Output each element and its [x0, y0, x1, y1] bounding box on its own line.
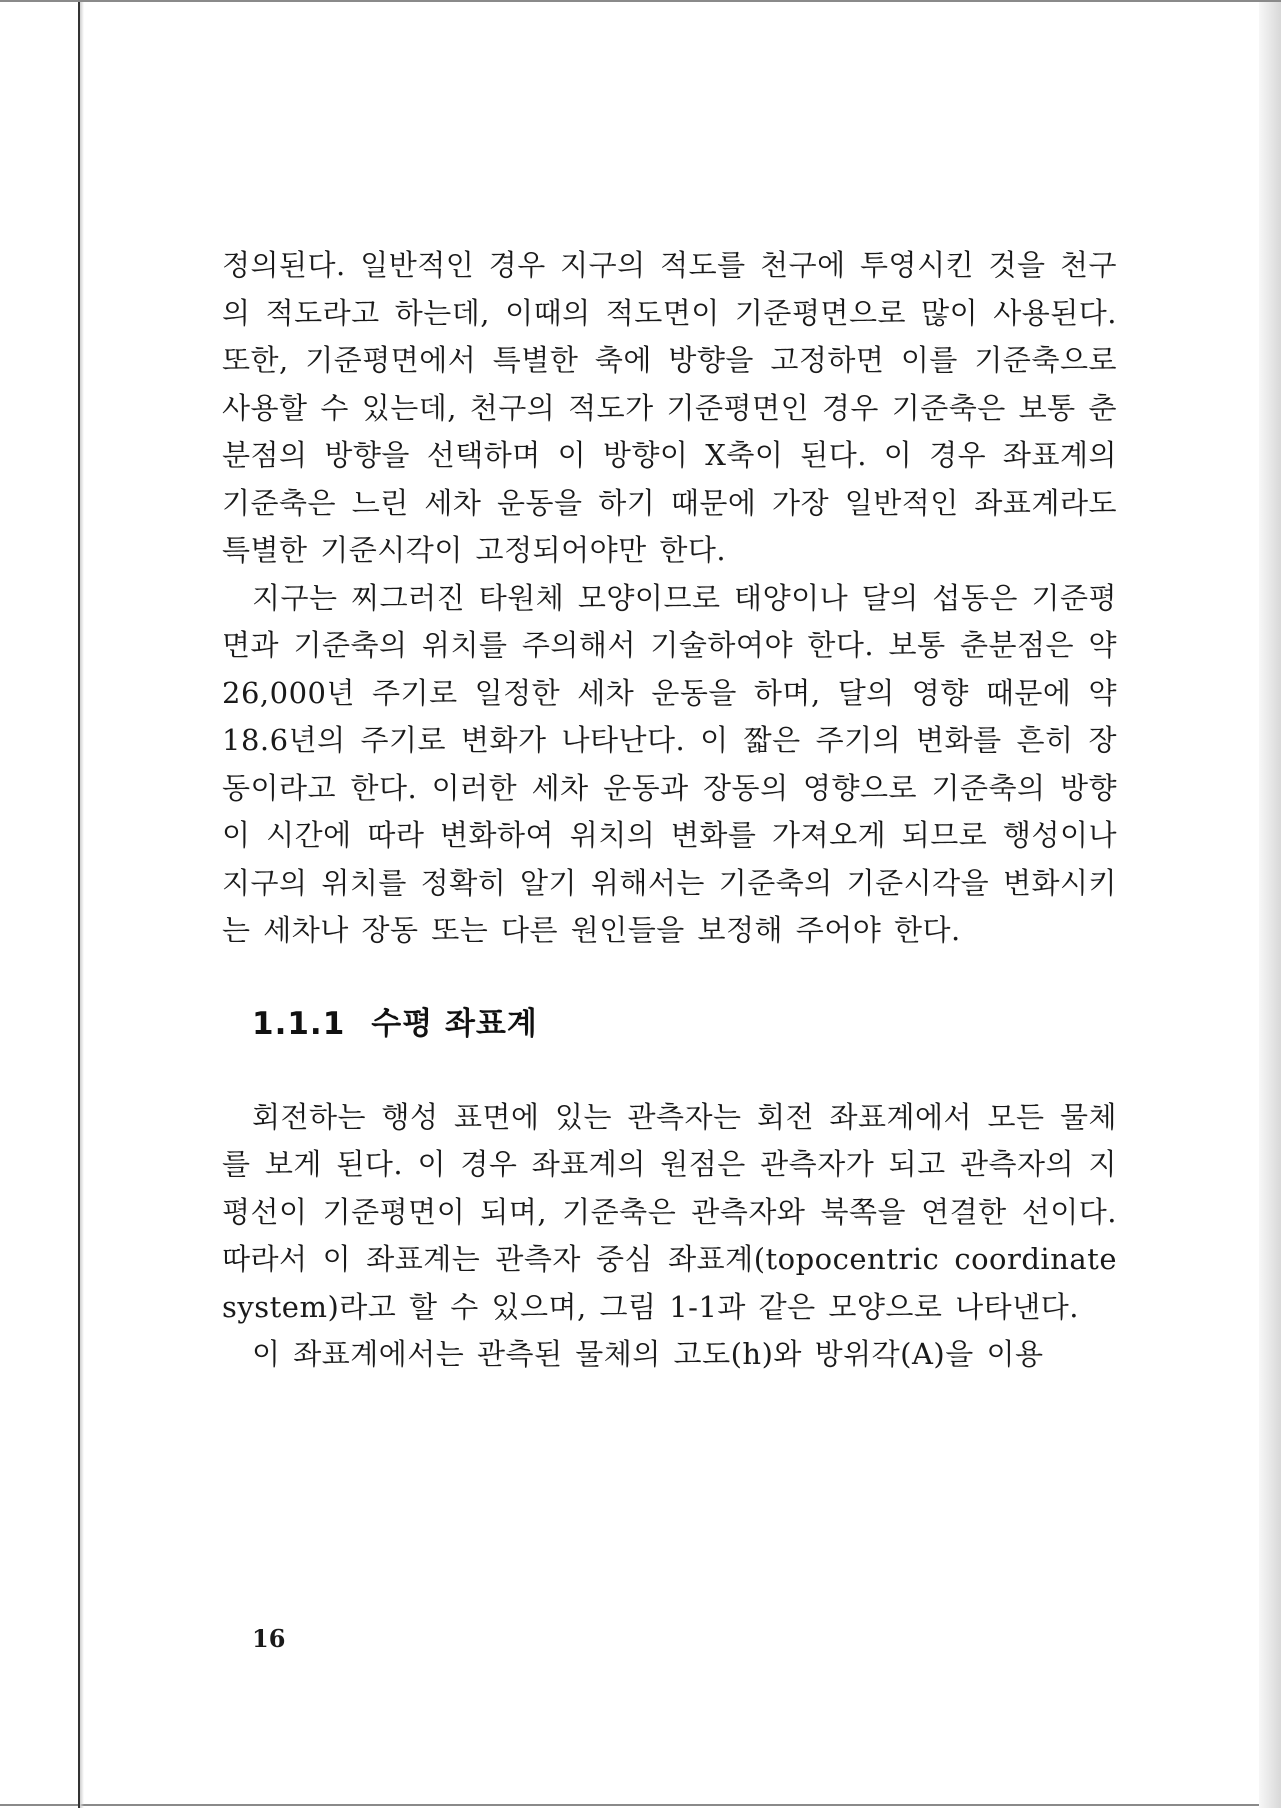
paragraph-4: 이 좌표계에서는 관측된 물체의 고도(h)와 방위각(A)을 이용	[252, 1337, 1044, 1371]
page-spine-shadow	[80, 2, 84, 1808]
page-edge-shadow	[1259, 2, 1281, 1808]
section-title: 수평 좌표계	[371, 1005, 538, 1042]
section-heading	[252, 1001, 1117, 1048]
paragraph-1: 정의된다. 일반적인 경우 지구의 적도를 천구에 투영시킨 것을 천구의 적도라고 하는데, 이때의 적도면이 기준평면으로 많이 사용된다. 또한, 기준평면에서 특별한 축에 방향을 고정하면 이를 기준축으로 사용할 수 있는데, 천구의 적도가 기준평면인 경우 기준축은 보통 춘분점의 방향을 선택하며 이 방향이 X축이 된다. 이 경우 좌표계의 기준축은 느린 세차 운동을 하기 때문에 가장 일반적인 좌표계라도 특별한 기준시각이 고정되어야만 한다.	[222, 248, 1117, 567]
section-number: 1.1.1	[252, 1005, 346, 1042]
paragraph-3: 회전하는 행성 표면에 있는 관측자는 회전 좌표계에서 모든 물체를 보게 된다. 이 경우 좌표계의 원점은 관측자가 되고 관측자의 지평선이 기준평면이 되며, 기준축은 관측자와 북쪽을 연결한 선이다. 따라서 이 좌표계는 관측자 중심 좌표계(topocentric coordinate system)라고 할 수 있으며, 그림 1-1과 같은 모양으로 나타낸다.	[222, 1099, 1117, 1324]
page-number: 16	[252, 1624, 286, 1653]
paragraph-2: 지구는 찌그러진 타원체 모양이므로 태양이나 달의 섭동은 기준평면과 기준축의 위치를 주의해서 기술하여야 한다. 보통 춘분점은 약 26,000년 주기로 일정한 세차 운동을 하며, 달의 영향 때문에 약 18.6년의 주기로 변화가 나타난다. 이 짧은 주기의 변화를 흔히 장동이라고 한다. 이러한 세차 운동과 장동의 영향으로 기준축의 방향이 시간에 따라 변화하여 위치의 변화를 가져오게 되므로 행성이나 지구의 위치를 정확히 알기 위해서는 기준축의 기준시각을 변화시키는 세차나 장동 또는 다른 원인들을 보정해 주어야 한다.	[222, 580, 1117, 947]
body-text	[222, 242, 1117, 1379]
